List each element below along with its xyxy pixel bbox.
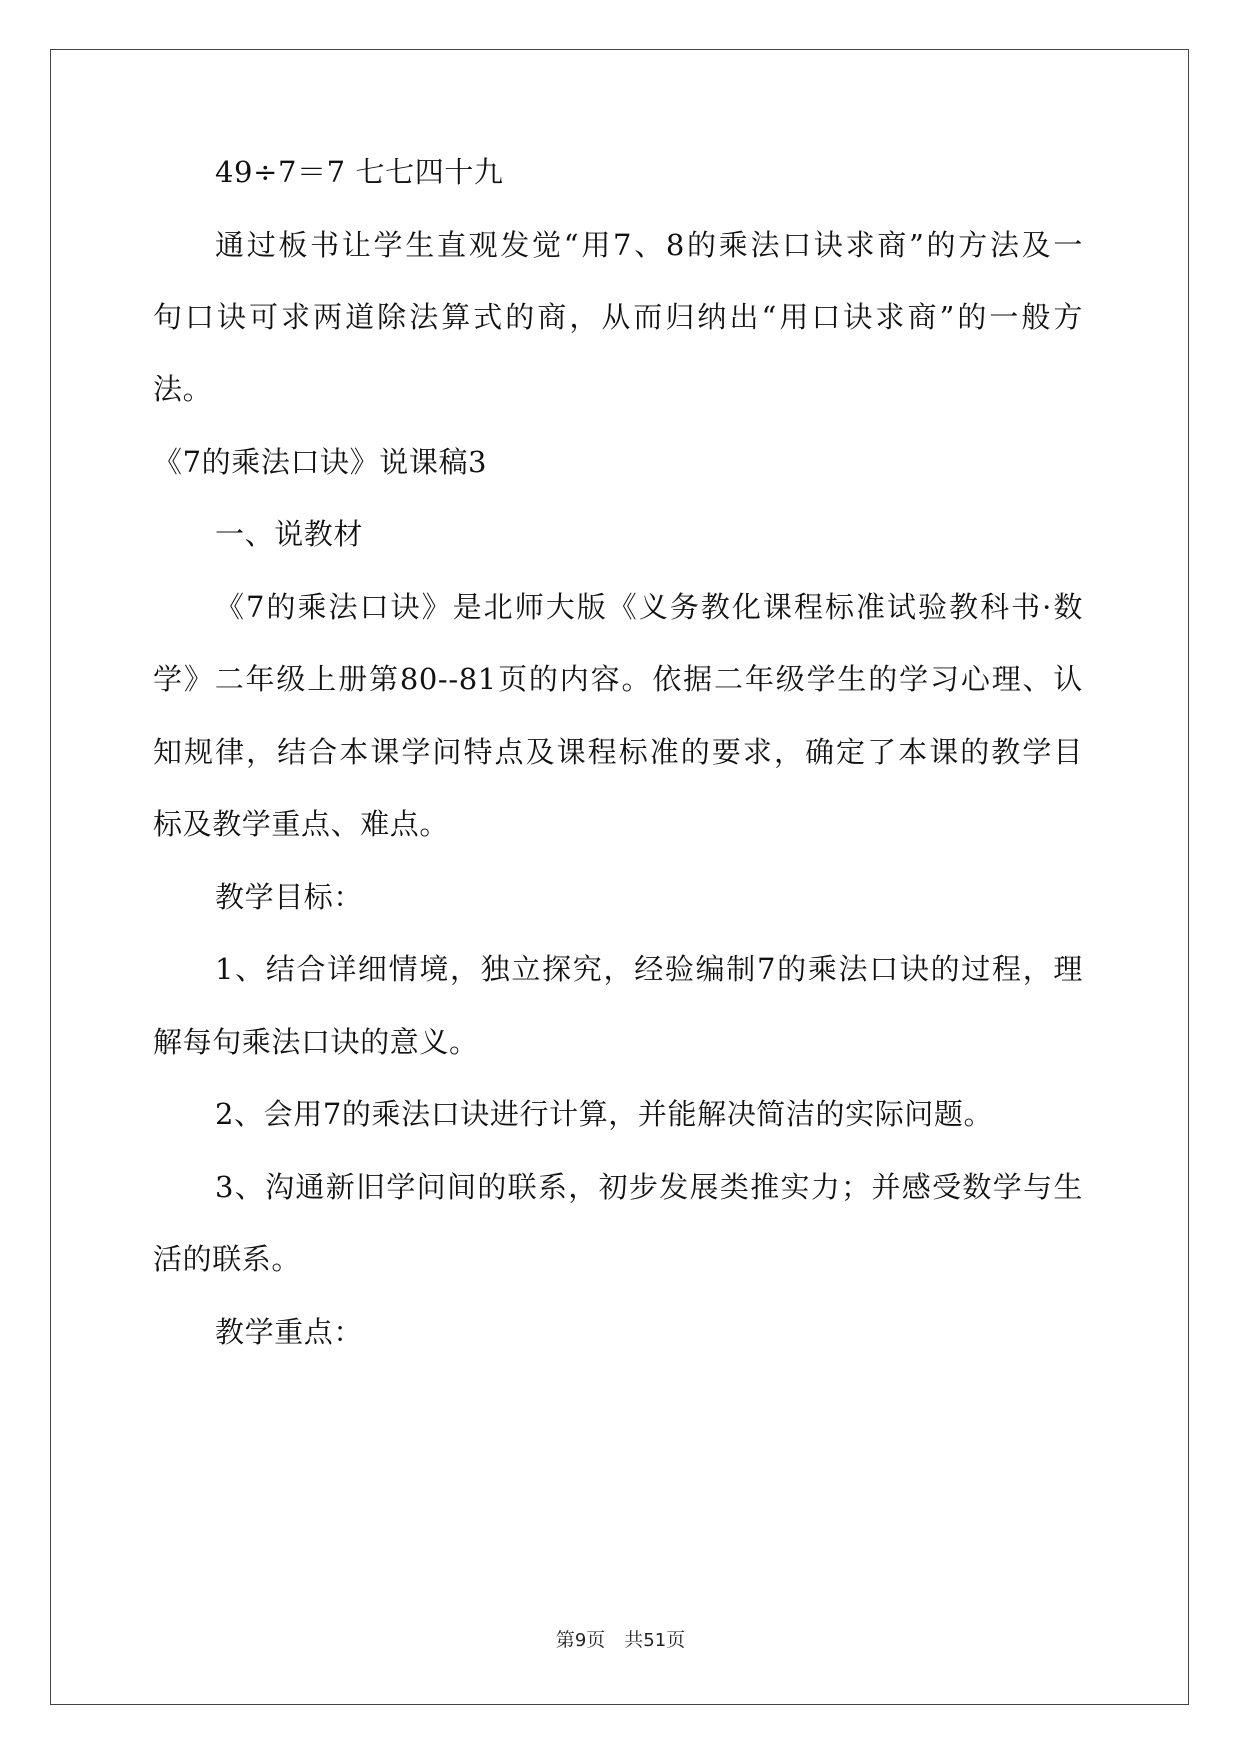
- subsection-heading: 一、说教材: [215, 517, 364, 551]
- current-page-number: 9: [574, 1630, 587, 1651]
- total-pages-number: 51: [643, 1630, 667, 1651]
- list-item: 2、会用7的乘法口诀进行计算，并能解决简洁的实际问题。: [215, 1097, 994, 1131]
- list-item-continuation: 解每句乘法口诀的意义。: [153, 1025, 479, 1059]
- paragraph-line: 通过板书让学生直观发觉“用7、8的乘法口诀求商”的方法及一: [215, 228, 1083, 262]
- list-item: 3、沟通新旧学问间的联系，初步发展类推实力；并感受数学与生: [215, 1170, 1083, 1204]
- footer-suffix: 页: [666, 1629, 686, 1651]
- paragraph-line: 法。: [153, 372, 213, 406]
- paragraph-line: 知规律，结合本课学问特点及课程标准的要求，确定了本课的教学目: [153, 735, 1083, 769]
- list-item: 1、结合详细情境，独立探究，经验编制7的乘法口诀的过程，理: [215, 952, 1083, 986]
- paragraph-line: 标及教学重点、难点。: [153, 807, 450, 841]
- section-heading: 《7的乘法口诀》说课稿3: [153, 445, 488, 479]
- subsection-heading: 教学目标：: [215, 880, 364, 914]
- paragraph-line: 49÷7＝7 七七四十九: [215, 155, 504, 189]
- footer-middle: 页 共: [586, 1629, 644, 1651]
- subsection-heading: 教学重点：: [215, 1315, 364, 1349]
- footer-prefix: 第: [555, 1629, 575, 1651]
- paragraph-line: 《7的乘法口诀》是北师大版《义务教化课程标准试验教科书·数: [215, 590, 1083, 624]
- paragraph-line: 学》二年级上册第80--81页的内容。依据二年级学生的学习心理、认: [153, 662, 1083, 696]
- page-footer: [0, 1628, 1241, 1653]
- paragraph-line: 句口诀可求两道除法算式的商，从而归纳出“用口诀求商”的一般方: [153, 300, 1083, 334]
- list-item-continuation: 活的联系。: [153, 1242, 302, 1276]
